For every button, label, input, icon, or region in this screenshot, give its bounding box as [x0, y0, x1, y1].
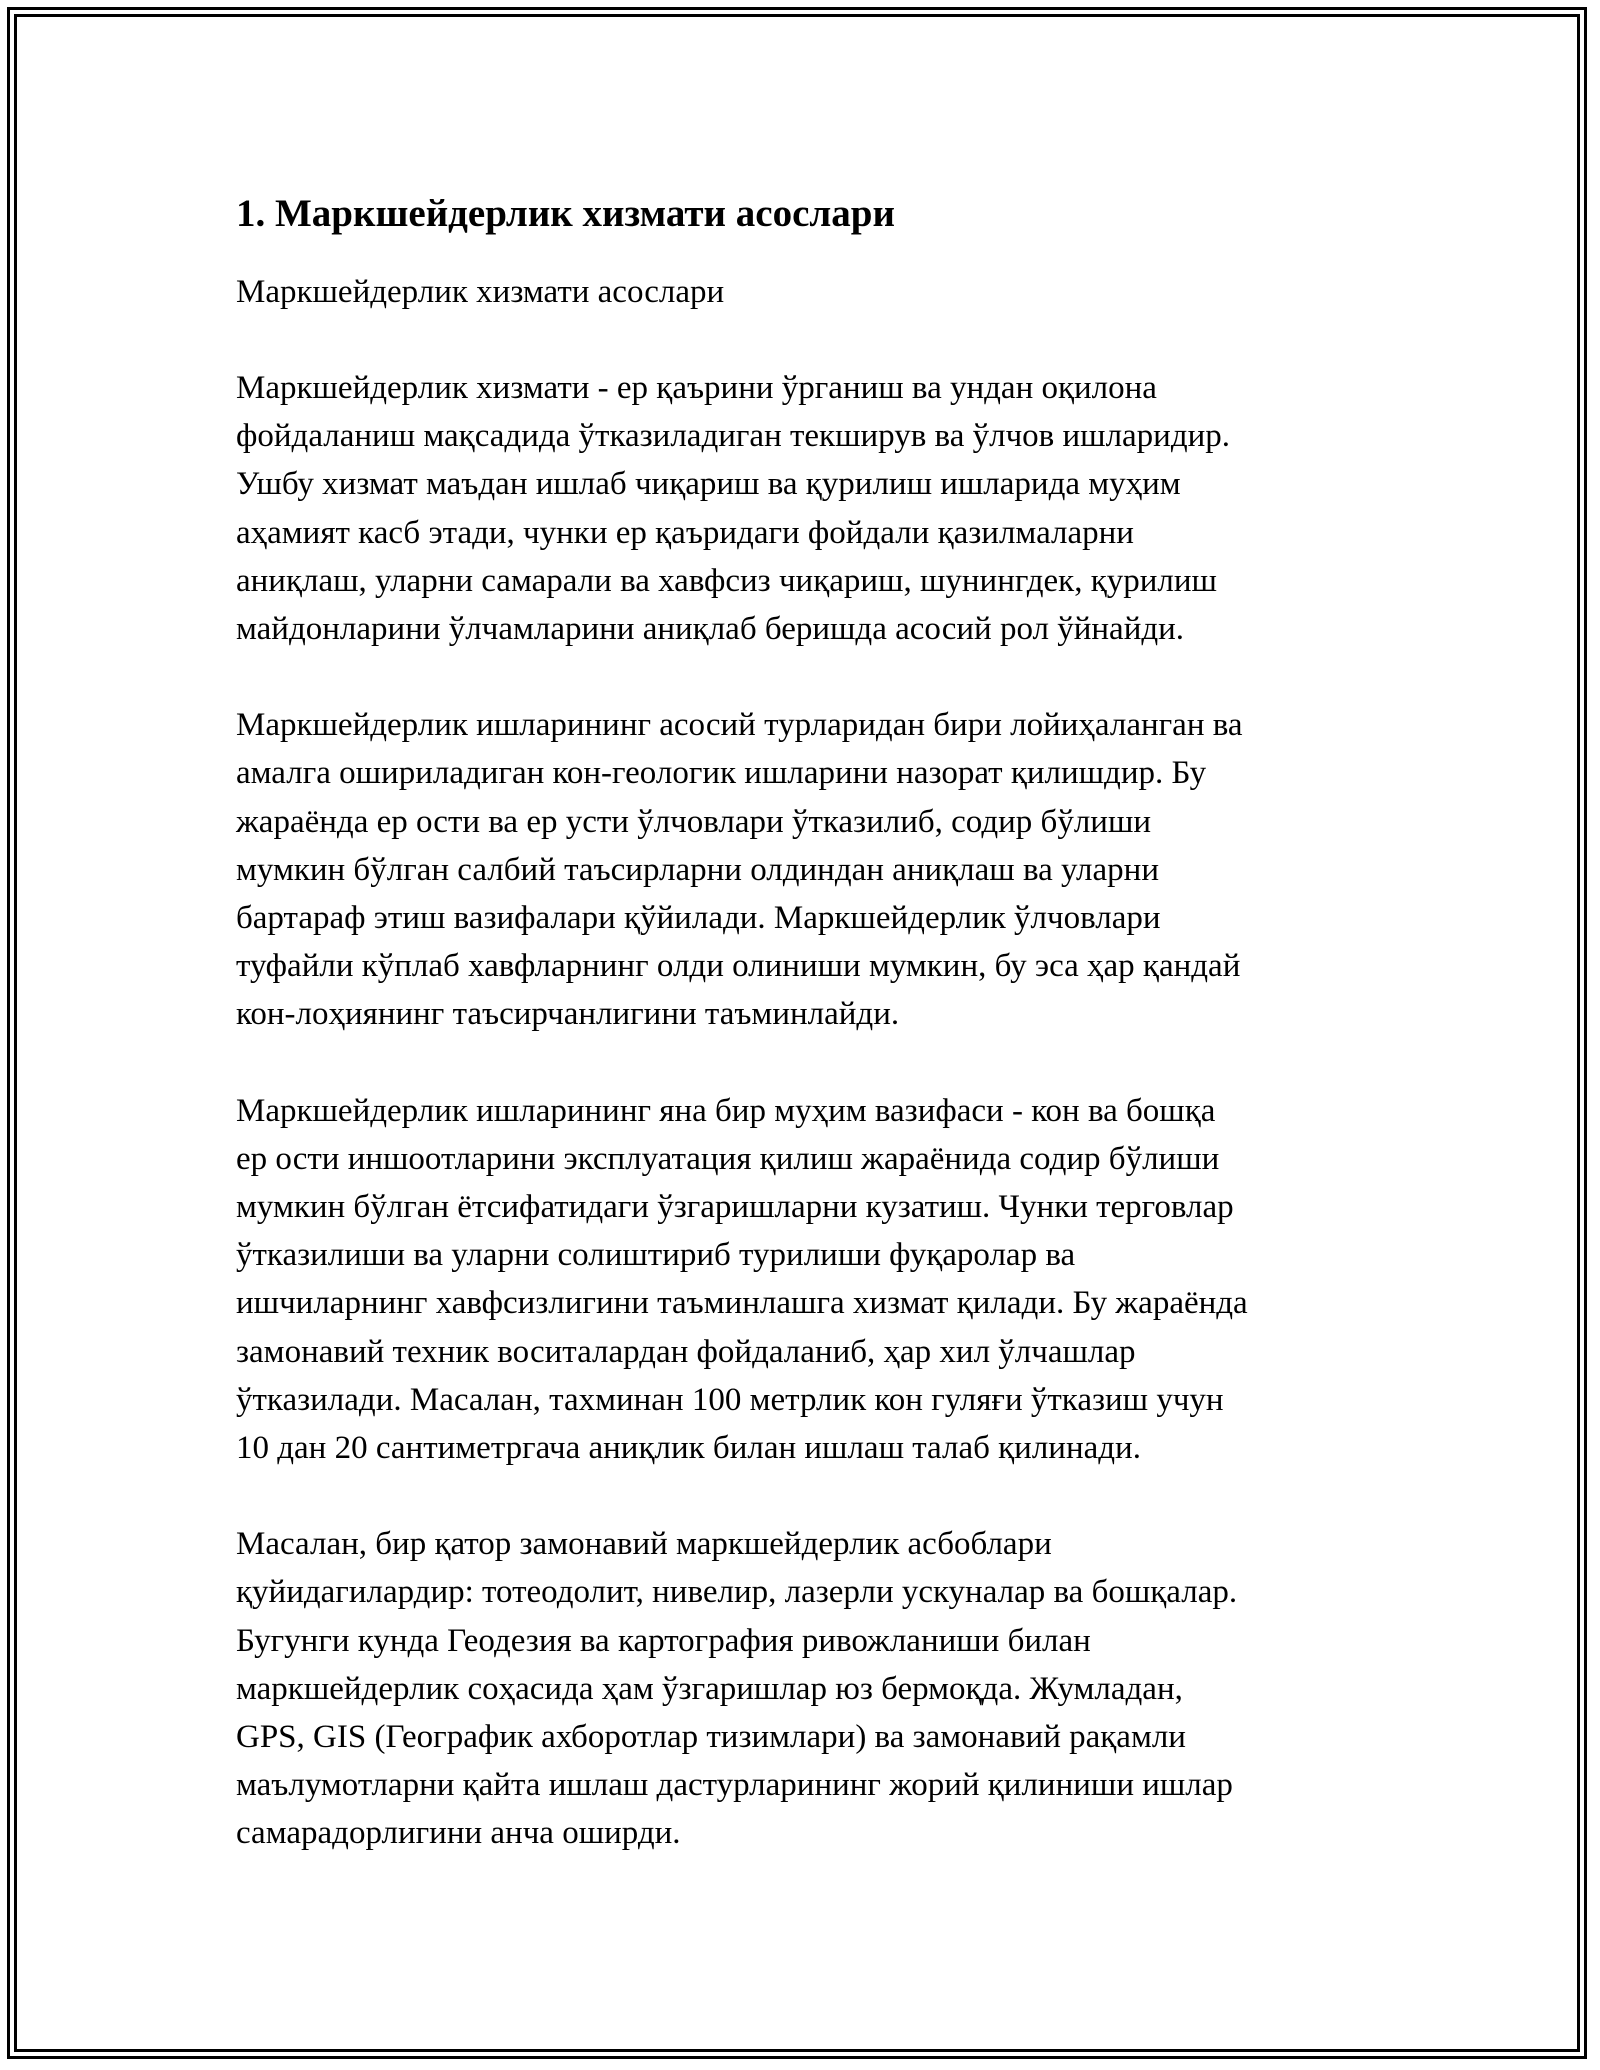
paragraph-4: Масалан, бир қатор замонавий маркшейдерлик асбоблари қуйидагилардир: тотеодолит, нивелир, лазерли ускуналар ва бошқалар. Бугунги кунда Геодезия ва картография ривожланиши билан маркшейдерлик соҳасида ҳам ўзгаришлар юз бермоқда. Жумладан, GPS, GIS (Географик ахборотлар тизимлари) ва замонавий рақамли маълумотларни қайта ишлаш дастурларининг жорий қилиниши ишлар самарадорлигини анча оширди.: [236, 1526, 1238, 1852]
paragraph-3: Маркшейдерлик ишларининг яна бир муҳим вазифаси - кон ва бошқа ер ости иншоотларини эксплуатация қилиш жараёнида содир бўлиши мумкин бўлган ётсифатидаги ўзгаришларни кузатиш. Чунки терговлар ўтказилиши ва уларни солиштириб турилиши фуқаролар ва ишчиларнинг хавфсизлигини таъминлашга хизмат қилади. Бу жараёнда замонавий техник воситалардан фойдаланиб, ҳар хил ўлчашлар ўтказилади. Масалан, тахминан 100 метрлик кон гуляғи ўтказиш учун 10 дан 20 сантиметргача аниқлик билан ишлаш талаб қилинади.: [236, 1092, 1248, 1467]
document-heading: 1. Маркшейдерлик хизмати асослари: [236, 192, 895, 235]
document-body: [236, 186, 1366, 1858]
paragraph-2: Маркшейдерлик ишларининг асосий турларидан бири лойиҳаланган ва амалга ошириладиган кон-геологик ишларини назорат қилишдир. Бу жараёнда ер ости ва ер усти ўлчовлари ўтказилиб, содир бўлиши мумкин бўлган салбий таъсирларни олдиндан аниқлаш ва уларни бартараф этиш вазифалари қўйилади. Маркшейдерлик ўлчовлари туфайли кўплаб хавфларнинг олди олиниши мумкин, бу эса ҳар қандай кон-лоҳиянинг таъсирчанлигини таъминлайди.: [236, 707, 1243, 1033]
paragraph-1: Маркшейдерлик хизмати - ер қаърини ўрганиш ва ундан оқилона фойдаланиш мақсадида ўтказиладиган текширув ва ўлчов ишларидир. Ушбу хизмат маъдан ишлаб чиқариш ва қурилиш ишларида муҳим аҳамият касб этади, чунки ер қаъридаги фойдали қазилмаларни аниқлаш, уларни самарали ва хавфсиз чиқариш, шунингдек, қурилиш майдонларини ўлчамларини аниқлаб беришда асосий рол ўйнайди.: [236, 370, 1231, 648]
document-subheading: Маркшейдерлик хизмати асослари: [236, 274, 725, 310]
